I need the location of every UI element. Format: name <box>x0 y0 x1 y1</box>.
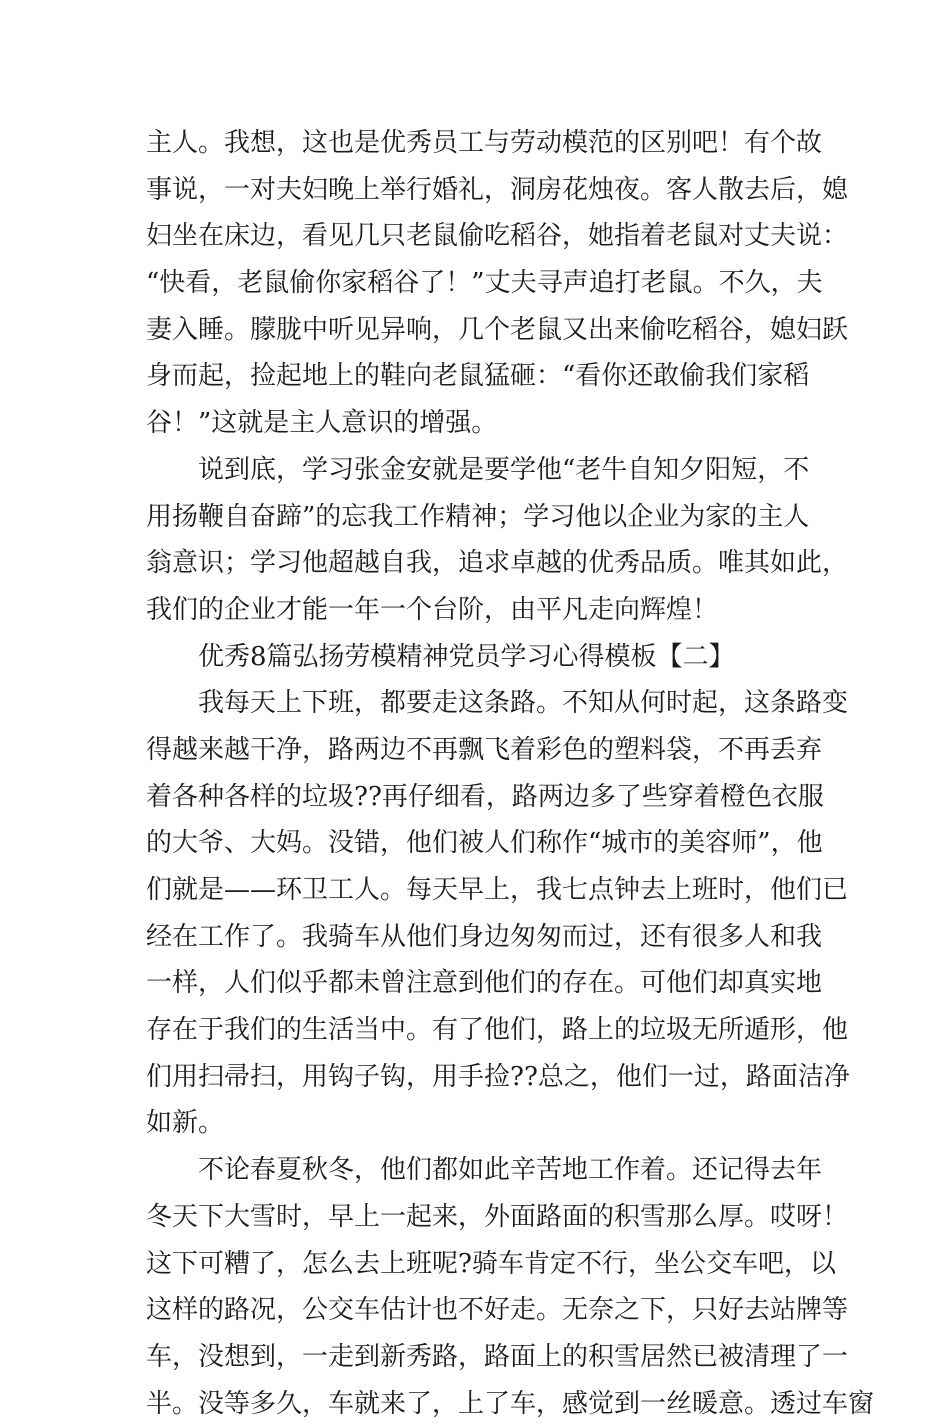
text-line: 这下可糟了，怎么去上班呢?骑车肯定不行，坐公交车吧，以 <box>146 1248 836 1279</box>
paragraph-first-line: 说到底，学习张金安就是要学他“老牛自知夕阳短，不 <box>198 454 810 485</box>
text-line: 们就是——环卫工人。每天早上，我七点钟去上班时，他们已 <box>146 875 849 905</box>
text-line: 着各种各样的垃圾??再仔细看，路两边多了些穿着橙色衣服 <box>146 781 824 812</box>
text-line: 我们的企业才能一年一个台阶，由平凡走向辉煌！ <box>146 594 719 625</box>
text-line: 妻入睡。朦胧中听见异响，几个老鼠又出来偷吃稻谷，媳妇跃 <box>146 314 849 345</box>
paragraph-first-line: 不论春夏秋冬，他们都如此辛苦地工作着。还记得去年 <box>198 1155 823 1186</box>
document-body <box>146 120 875 1427</box>
text-line: 车，没想到，一走到新秀路，路面上的积雪居然已被清理了一 <box>146 1341 849 1372</box>
text-line: 如新。 <box>146 1108 225 1139</box>
text-line: 妇坐在床边，看见几只老鼠偷吃稻谷，她指着老鼠对丈夫说： <box>146 221 849 252</box>
text-line: 半。没等多久，车就来了，上了车，感觉到一丝暖意。透过车窗 <box>146 1388 875 1419</box>
text-line: 翁意识；学习他超越自我，追求卓越的优秀品质。唯其如此， <box>146 548 849 579</box>
text-line: 存在于我们的生活当中。有了他们，路上的垃圾无所遁形，他 <box>146 1015 849 1046</box>
text-line: 经在工作了。我骑车从他们身边匆匆而过，还有很多人和我 <box>146 921 823 952</box>
text-line: “快看，老鼠偷你家稻谷了！”丈夫寻声追打老鼠。不久，夫 <box>146 268 823 299</box>
text-line: 们用扫帚扫，用钩子钩，用手捡??总之，他们一过，路面洁净 <box>146 1061 850 1092</box>
text-line: 一样，人们似乎都未曾注意到他们的存在。可他们却真实地 <box>146 968 823 999</box>
text-line: 事说，一对夫妇晚上举行婚礼，洞房花烛夜。客人散去后，媳 <box>146 174 849 205</box>
text-line: 用扬鞭自奋蹄”的忘我工作精神；学习他以企业为家的主人 <box>146 501 810 532</box>
text-line: 谷！”这就是主人意识的增强。 <box>146 408 498 439</box>
text-line: 身而起，捡起地上的鞋向老鼠猛砸：“看你还敢偷我们家稻 <box>146 361 810 392</box>
section-heading: 优秀8篇弘扬劳模精神党员学习心得模板【二】 <box>198 641 735 672</box>
text-line: 得越来越干净，路两边不再飘飞着彩色的塑料袋，不再丢弃 <box>146 734 823 765</box>
text-line: 冬天下大雪时，早上一起来，外面路面的积雪那么厚。哎呀！ <box>146 1201 849 1232</box>
text-line: 主人。我想，这也是优秀员工与劳动模范的区别吧！有个故 <box>146 128 823 158</box>
text-line: 这样的路况，公交车估计也不好走。无奈之下，只好去站牌等 <box>146 1295 849 1326</box>
paragraph-first-line: 我每天上下班，都要走这条路。不知从何时起，这条路变 <box>198 688 849 719</box>
text-line: 的大爷、大妈。没错，他们被人们称作“城市的美容师”，他 <box>146 828 823 859</box>
